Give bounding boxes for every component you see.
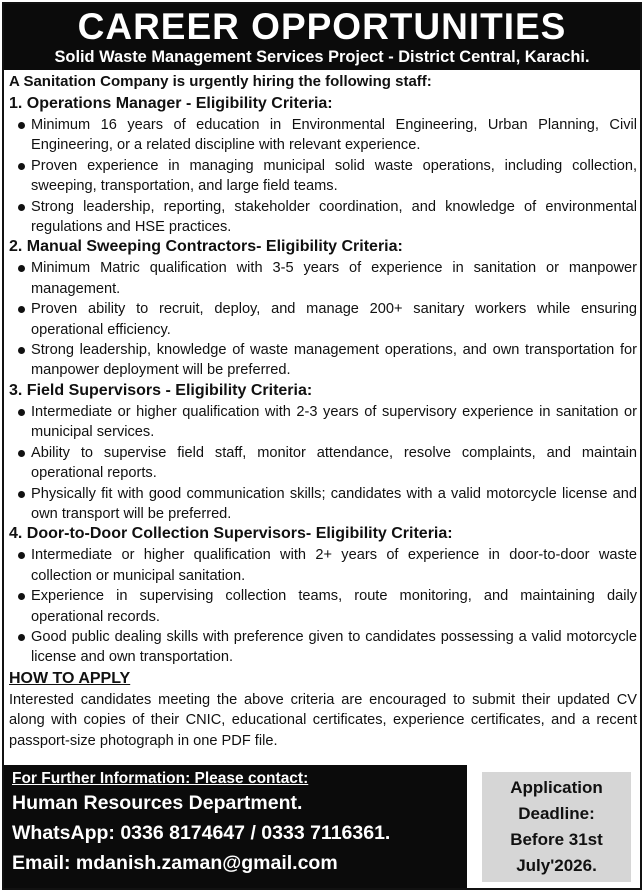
criteria-item: Intermediate or higher qualification with 2+ years of experience in door-to-door waste collection or municipal sanitation. — [9, 545, 637, 586]
criteria-item: Physically fit with good communication skills; candidates with a valid motorcycle license and own transport will be preferred. — [9, 484, 637, 525]
section-title: 3. Field Supervisors - Eligibility Criteria: — [9, 381, 313, 399]
contact-whatsapp: WhatsApp: 0336 8174647 / 0333 7116361. — [12, 822, 391, 844]
contact-box — [4, 765, 467, 888]
deadline-line: July'2026. — [516, 856, 597, 875]
criteria-item: Proven ability to recruit, deploy, and manage 200+ sanitary workers while ensuring operational efficiency. — [9, 299, 637, 340]
criteria-list — [9, 258, 637, 380]
criteria-item: Proven experience in managing municipal solid waste operations, including collection, sweeping, transportation, and large field teams. — [9, 156, 637, 197]
section-door-to-door-supervisors — [9, 524, 637, 667]
deadline-line: Deadline: — [518, 804, 595, 823]
intro-text: A Sanitation Company is urgently hiring the following staff: — [9, 73, 432, 90]
contact-email: Email: mdanish.zaman@gmail.com — [12, 852, 338, 874]
criteria-item: Minimum Matric qualification with 3-5 years of experience in sanitation or manpower management. — [9, 258, 637, 299]
page-title: CAREER OPPORTUNITIES — [77, 6, 567, 47]
page-subtitle: Solid Waste Management Services Project - District Central, Karachi. — [54, 48, 590, 66]
criteria-item: Strong leadership, knowledge of waste management operations, and own transportation for manpower deployment will be preferred. — [9, 340, 637, 381]
deadline-box — [482, 772, 631, 882]
contact-heading: For Further Information: Please contact: — [12, 770, 309, 787]
criteria-list — [9, 545, 637, 667]
criteria-list — [9, 402, 637, 524]
criteria-item: Ability to supervise field staff, monitor attendance, resolve complaints, and maintain operational reports. — [9, 443, 637, 484]
header-banner — [4, 4, 640, 70]
section-title: 2. Manual Sweeping Contractors- Eligibility Criteria: — [9, 238, 403, 256]
how-to-apply-text: Interested candidates meeting the above criteria are encouraged to submit their updated CV along with copies of their CNIC, educational certificates, experience certificates, and a recent passport-size photograph in one PDF file. — [9, 691, 637, 749]
deadline-line: Application — [510, 778, 603, 797]
how-to-apply-heading: HOW TO APPLY — [9, 669, 131, 687]
criteria-list — [9, 115, 637, 237]
contact-department: Human Resources Department. — [12, 792, 303, 814]
criteria-item: Minimum 16 years of education in Environmental Engineering, Urban Planning, Civil Engineering, or a related discipline with relevant experience. — [9, 115, 637, 156]
section-manual-sweeping-contractors — [9, 237, 637, 380]
section-title: 1. Operations Manager - Eligibility Criteria: — [9, 95, 333, 112]
criteria-item: Good public dealing skills with preference given to candidates possessing a valid motorcycle license and own transportation. — [9, 627, 637, 668]
section-title: 4. Door-to-Door Collection Supervisors- Eligibility Criteria: — [9, 525, 453, 543]
criteria-item: Experience in supervising collection teams, route monitoring, and maintaining daily operational records. — [9, 586, 637, 627]
section-operations-manager — [9, 94, 637, 237]
criteria-item: Intermediate or higher qualification with 2-3 years of supervisory experience in sanitation or municipal services. — [9, 402, 637, 443]
main-content — [9, 72, 637, 751]
section-field-supervisors — [9, 381, 637, 524]
deadline-line: Before 31st — [510, 830, 603, 849]
criteria-item: Strong leadership, reporting, stakeholder coordination, and knowledge of environmental regulations and HSE practices. — [9, 197, 637, 238]
